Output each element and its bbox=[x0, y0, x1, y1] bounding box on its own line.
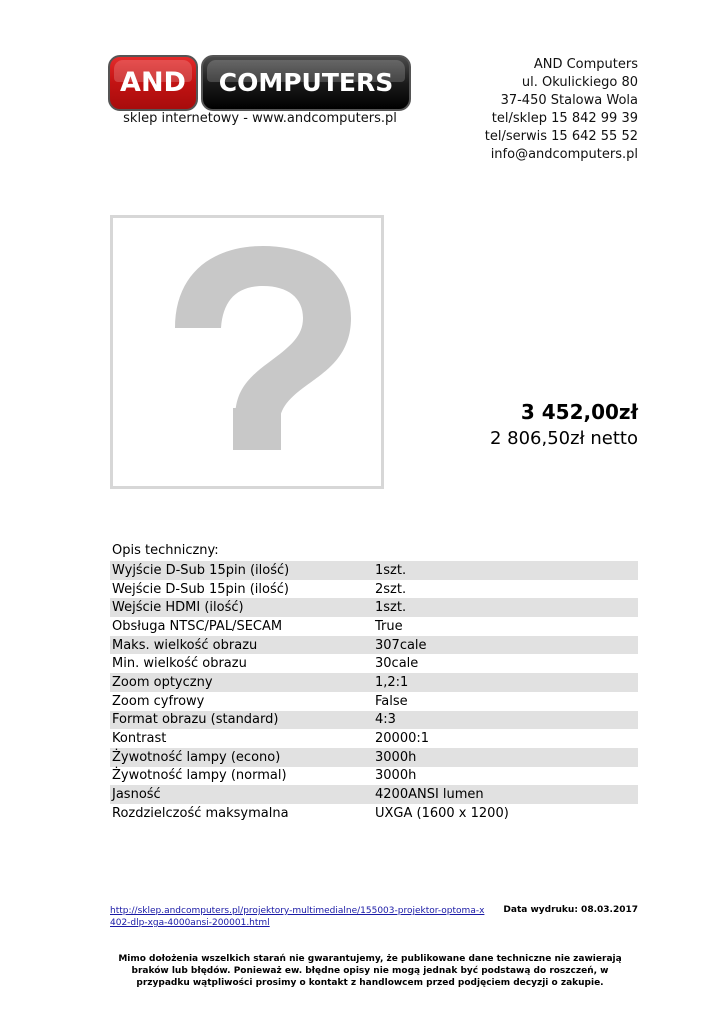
company-name: AND Computers bbox=[533, 57, 638, 72]
spec-key: Rozdzielczość maksymalna bbox=[112, 805, 289, 821]
spec-row bbox=[110, 654, 638, 673]
spec-row bbox=[110, 673, 638, 692]
spec-row bbox=[110, 561, 638, 580]
spec-value: 1szt. bbox=[375, 600, 407, 616]
spec-value: 2szt. bbox=[375, 581, 407, 597]
company-phone-service: tel/serwis 15 642 55 52 bbox=[484, 129, 638, 144]
spec-key: Obsługa NTSC/PAL/SECAM bbox=[112, 618, 283, 634]
spec-table bbox=[110, 561, 638, 823]
spec-row bbox=[110, 636, 638, 655]
spec-key: Kontrast bbox=[112, 731, 167, 747]
company-street: ul. Okulickiego 80 bbox=[521, 75, 638, 90]
spec-value: 1szt. bbox=[375, 562, 407, 578]
spec-key: Zoom optyczny bbox=[112, 674, 213, 690]
spec-row bbox=[110, 617, 638, 636]
company-contact bbox=[485, 56, 638, 164]
spec-key: Wejście HDMI (ilość) bbox=[112, 600, 244, 616]
question-mark-placeholder-icon bbox=[113, 218, 381, 486]
spec-value: 3000h bbox=[375, 768, 417, 784]
spec-row bbox=[110, 580, 638, 599]
price-net: 2 806,50zł netto bbox=[489, 428, 638, 449]
spec-value: 3000h bbox=[375, 749, 417, 765]
spec-row bbox=[110, 598, 638, 617]
spec-value: 20000:1 bbox=[375, 731, 430, 747]
spec-title: Opis techniczny: bbox=[112, 543, 219, 558]
spec-row bbox=[110, 748, 638, 767]
spec-value: 1,2:1 bbox=[375, 674, 409, 690]
spec-key: Wyjście D-Sub 15pin (ilość) bbox=[112, 562, 290, 578]
spec-key: Format obrazu (standard) bbox=[112, 712, 279, 728]
logo-computers: COMPUTERS bbox=[201, 55, 411, 111]
spec-key: Żywotność lampy (normal) bbox=[112, 768, 287, 784]
spec-value: 4:3 bbox=[375, 712, 396, 728]
spec-row bbox=[110, 804, 638, 823]
product-url-link[interactable]: http://sklep.andcomputers.pl/projektory-multimedialne/155003-projektor-optoma-x402-dlp-xga-4000ansi-200001.html bbox=[110, 906, 485, 928]
print-date: Data wydruku: 08.03.2017 bbox=[503, 905, 638, 915]
price-gross: 3 452,00zł bbox=[520, 400, 638, 424]
spec-value: 307cale bbox=[375, 637, 427, 653]
spec-value: True bbox=[375, 618, 403, 634]
spec-row bbox=[110, 692, 638, 711]
spec-value: UXGA (1600 x 1200) bbox=[375, 805, 509, 821]
logo-and: AND bbox=[108, 55, 198, 111]
company-email: info@andcomputers.pl bbox=[490, 147, 638, 162]
company-city: 37-450 Stalowa Wola bbox=[500, 93, 638, 108]
spec-key: Zoom cyfrowy bbox=[112, 693, 205, 709]
spec-row bbox=[110, 767, 638, 786]
spec-key: Maks. wielkość obrazu bbox=[112, 637, 258, 653]
spec-key: Min. wielkość obrazu bbox=[112, 656, 247, 672]
spec-value: 4200ANSI lumen bbox=[375, 787, 484, 803]
product-image-placeholder bbox=[110, 215, 384, 489]
spec-key: Wejście D-Sub 15pin (ilość) bbox=[112, 581, 289, 597]
company-logo bbox=[108, 55, 411, 111]
disclaimer: Mimo dołożenia wszelkich starań nie gwarantujemy, że publikowane dane techniczne nie zawierają braków lub błędów. Ponieważ ew. błędne opisy nie mogą jednak być podstawą do roszczeń, w przypadku wątpliwości prosimy o kontakt z handlowcem przed podjęciem decyzji o zakupie. bbox=[118, 954, 622, 988]
spec-row bbox=[110, 729, 638, 748]
spec-key: Żywotność lampy (econo) bbox=[112, 749, 281, 765]
spec-value: False bbox=[375, 693, 408, 709]
spec-value: 30cale bbox=[375, 656, 419, 672]
spec-row bbox=[110, 785, 638, 804]
company-phone-shop: tel/sklep 15 842 99 39 bbox=[491, 111, 638, 126]
spec-key: Jasność bbox=[112, 787, 161, 803]
shop-tagline: sklep internetowy - www.andcomputers.pl bbox=[123, 111, 397, 126]
spec-row bbox=[110, 711, 638, 730]
